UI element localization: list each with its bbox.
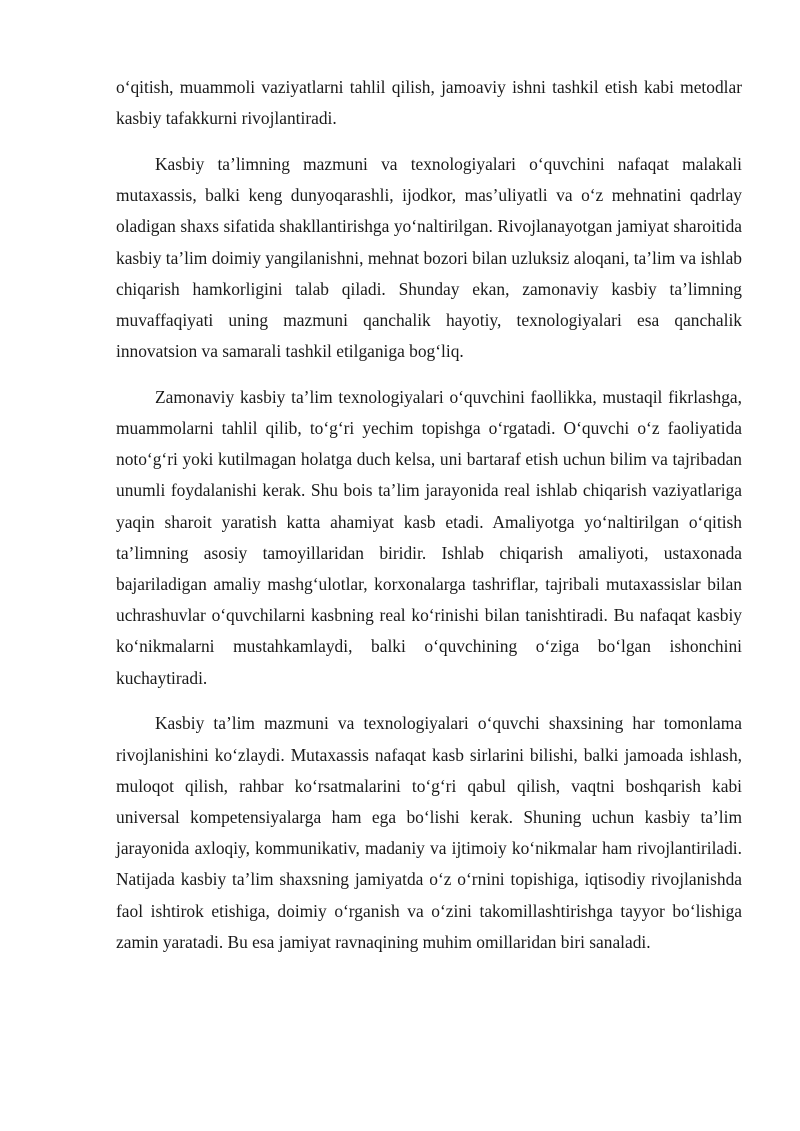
- paragraph-continuation: o‘qitish, muammoli vaziyatlarni tahlil qilish, jamoaviy ishni tashkil etish kabi metodlar kasbiy tafakkurni rivojlantiradi.: [116, 77, 742, 129]
- paragraph-modern-technologies: Zamonaviy kasbiy ta’lim texnologiyalari o‘quvchini faollikka, mustaqil fikrlashga, muammolarni tahlil qilib, to‘g‘ri yechim topishga o‘rgatadi. O‘quvchi o‘z faoliyatida noto‘g‘ri yoki kutilmagan holatga duch kelsa, uni bartaraf etish uchun bilim va tajribadan unumli foydalanishi kerak. Shu bois ta’lim jarayonida real ishlab chiqarish vaziyatlariga yaqin sharoit yaratish katta ahamiyat kasb etadi. Amaliyotga yo‘naltirilgan o‘qitish ta’limning asosiy tamoyillaridan biridir. Ishlab chiqarish amaliyoti, ustaxonada bajariladigan amaliy mashg‘ulotlar, korxonalarga tashriflar, tajribali mutaxassislar bilan uchrashuvlar o‘quvchilarni kasbning real ko‘rinishi bilan tanishtiradi. Bu nafaqat kasbiy ko‘nikmalarni mustahkamlaydi, balki o‘quvchining o‘ziga bo‘lgan ishonchini kuchaytiradi.: [116, 386, 742, 688]
- paragraph-personal-development: Kasbiy ta’lim mazmuni va texnologiyalari o‘quvchi shaxsining har tomonlama rivojlanishini ko‘zlaydi. Mutaxassis nafaqat kasb sirlarini bilishi, balki jamoada ishlash, muloqot qilish, rahbar ko‘rsatmalarini to‘g‘ri qabul qilish, vaqtni boshqarish kabi universal kompetensiyalarga ham ega bo‘lishi kerak. Shuning uchun kasbiy ta’lim jarayonida axloqiy, kommunikativ, madaniy va ijtimoiy ko‘nikmalar ham rivojlantiriladi. Natijada kasbiy ta’lim shaxsning jamiyatda o‘z o‘rnini topishiga, iqtisodiy rivojlanishda faol ishtirok etishiga, doimiy o‘rganish va o‘zini takomillashtirishga tayyor bo‘lishiga zamin yaratadi. Bu esa jamiyat ravnaqining muhim omillaridan biri sanaladi.: [116, 713, 742, 952]
- document-page: [116, 72, 742, 972]
- paragraph-content-purpose: Kasbiy ta’limning mazmuni va texnologiyalari o‘quvchini nafaqat malakali mutaxassis, balki keng dunyoqarashli, ijodkor, mas’uliyatli va o‘z mehnatini qadrlay oladigan shaxs sifatida shakllantirishga yo‘naltirilgan. Rivojlanayotgan jamiyat sharoitida kasbiy ta’lim doimiy yangilanishni, mehnat bozori bilan uzluksiz aloqani, ta’lim va ishlab chiqarish hamkorligini talab qiladi. Shunday ekan, zamonaviy kasbiy ta’limning muvaffaqiyati uning mazmuni qanchalik hayotiy, texnologiyalari esa qanchalik innovatsion va samarali tashkil etilganiga bog‘liq.: [116, 153, 742, 362]
